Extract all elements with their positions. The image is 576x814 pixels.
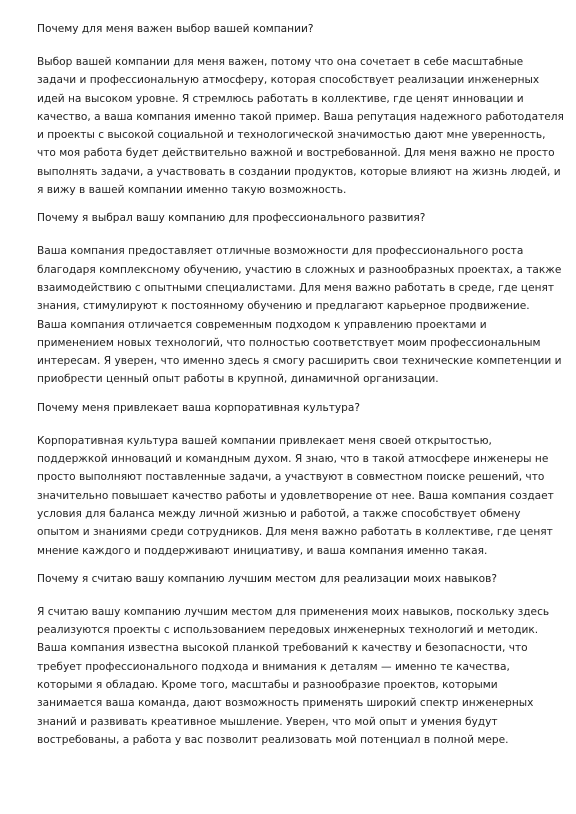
text-line: качество, а ваша компания именно такой пример. Ваша репутация надежного работодателя (37, 110, 564, 123)
text-line: Ваша компания известна высокой планкой требований к качеству и безопасности, что (37, 642, 528, 655)
text-line: значительно повышает качество работы и удовлетворение от нее. Ваша компания создает (37, 489, 554, 502)
text-line: выполнять задачи, а участвовать в создании продуктов, которые влияют на жизнь людей, и (37, 165, 561, 178)
text-line: знания, стимулируют к постоянному обучению и предлагают карьерное продвижение. (37, 300, 530, 313)
section-paragraph (37, 242, 562, 388)
section-heading: Почему для меня важен выбор вашей компании? (37, 23, 314, 35)
text-line: идей на высоком уровне. Я стремлюсь работать в коллективе, где ценят инновации и (37, 92, 524, 105)
text-line: условия для баланса между личной жизнью и работой, а также способствует обмену (37, 507, 521, 520)
section-paragraph (37, 603, 549, 749)
section-heading: Почему я считаю вашу компанию лучшим местом для реализации моих навыков? (37, 572, 498, 585)
text-line: требует профессионального подхода и внимания к деталям — именно те качества, (37, 660, 510, 673)
text-line: занимается ваша команда, дают возможность применять широкий спектр инженерных (37, 697, 534, 710)
section-heading: Почему меня привлекает ваша корпоративная культура? (37, 401, 360, 414)
text-line: реализуются проекты с использованием передовых инженерных технологий и методик. (37, 624, 539, 637)
section-heading: Почему я выбрал вашу компанию для профессионального развития? (37, 212, 426, 225)
section-paragraph (37, 432, 554, 560)
section-paragraph (37, 53, 564, 199)
text-line: Корпоративная культура вашей компании привлекает меня своей открытостью, (37, 434, 492, 447)
text-line: востребованы, а работа у вас позволит реализовать мой потенциал в полной мере. (37, 733, 509, 746)
text-line: Ваша компания предоставляет отличные возможности для профессионального роста (37, 245, 524, 258)
text-line: интересам. Я уверен, что именно здесь я смогу расширить свои технические компетенции и (37, 355, 562, 368)
text-line: что моя работа будет действительно важной и востребованной. Для меня важно не просто (37, 147, 555, 160)
text-line: Ваша компания отличается современным подходом к управлению проектами и (37, 318, 487, 331)
document-page (37, 22, 564, 761)
text-line: применением новых технологий, что полностью соответствует моим профессиональным (37, 336, 541, 349)
section-1 (37, 22, 564, 199)
text-line: я вижу в вашей компании именно такую возможность. (37, 184, 347, 197)
text-line: взаимодействию с опытными специалистами. Для меня важно работать в среде, где ценят (37, 281, 555, 294)
text-line: просто выполняют поставленные задачи, а участвуют в совместном поиске решений, что (37, 471, 545, 484)
text-line: приобрести ценный опыт работы в крупной, динамичной организации. (37, 373, 439, 386)
text-line: Я считаю вашу компанию лучшим местом для применения моих навыков, поскольку здесь (37, 605, 550, 618)
text-line: и проекты с высокой социальной и технологической значимостью дают мне уверенность, (37, 129, 546, 142)
section-2 (37, 211, 562, 388)
text-line: опытом и знаниями среди сотрудников. Для меня важно работать в коллективе, где ценят (37, 526, 553, 539)
text-line: поддержкой инноваций и командным духом. Я знаю, что в такой атмосфере инженеры не (37, 453, 549, 466)
section-3 (37, 401, 554, 560)
text-line: знаний и развивать креативное мышление. Уверен, что мой опыт и умения будут (37, 715, 498, 728)
text-line: которыми я обладаю. Кроме того, масштабы и разнообразие проектов, которыми (37, 679, 498, 692)
section-4 (37, 572, 549, 749)
text-line: Выбор вашей компании для меня важен, потому что она сочетает в себе масштабные (37, 56, 524, 68)
text-line: мнение каждого и поддерживают инициативу, и ваша компания именно такая. (37, 544, 488, 557)
text-line: задачи и профессиональную атмосферу, которая способствует реализации инженерных (37, 74, 540, 87)
text-line: благодаря комплексному обучению, участию в сложных и разнообразных проектах, а также (37, 263, 562, 276)
